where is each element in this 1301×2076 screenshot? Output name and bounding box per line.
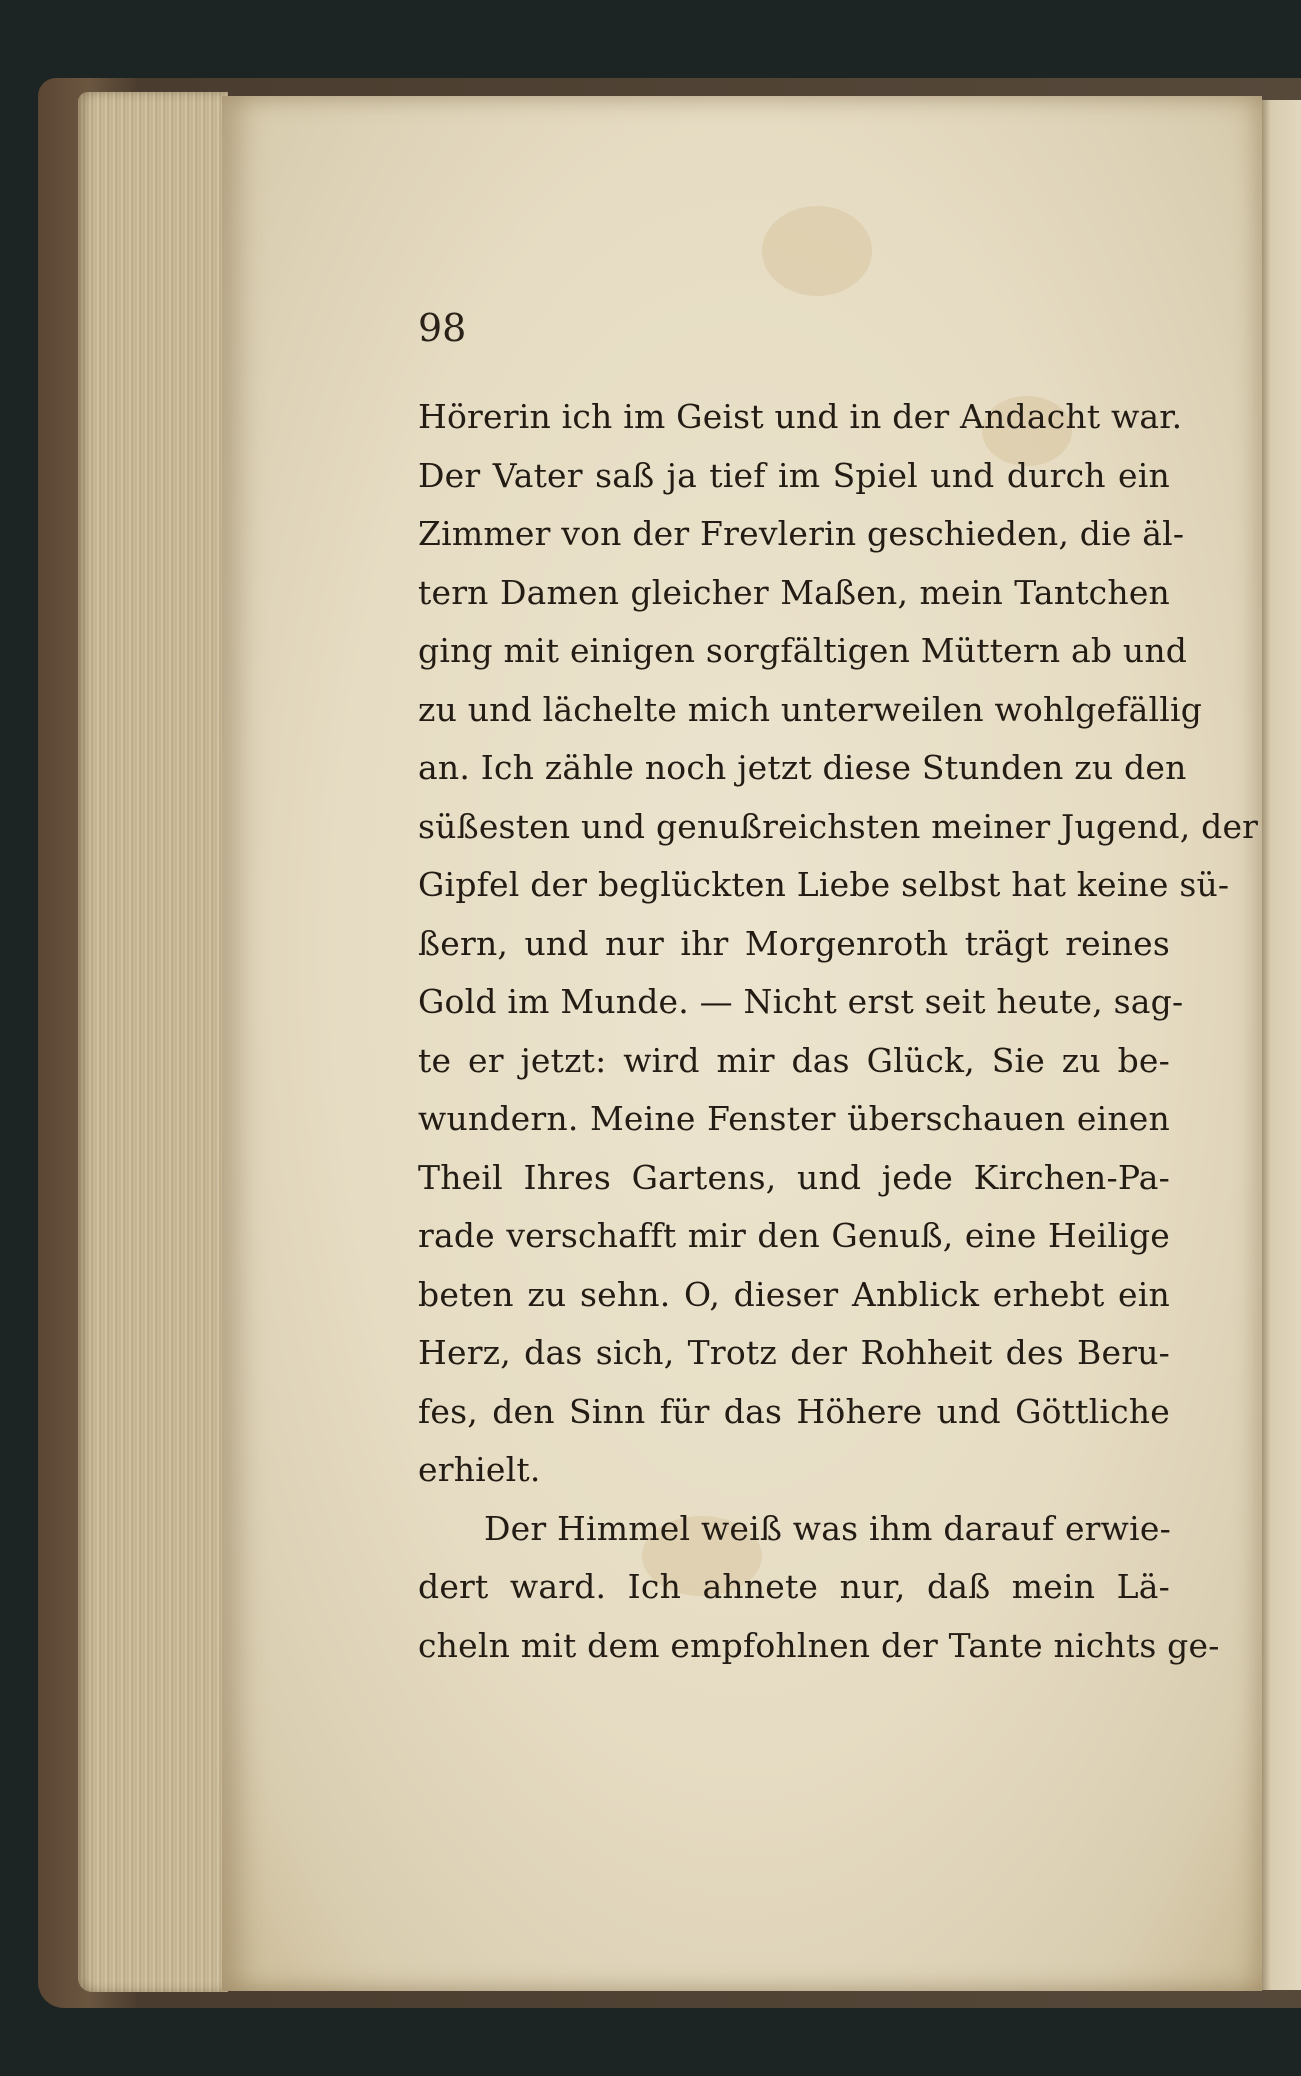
text-line: Theil Ihres Gartens, und jede Kirchen-Pa- [418,1157,1170,1197]
text-line: dert ward. Ich ahnete nur, daß mein Lä- [418,1567,1170,1606]
text-line: te er jetzt: wird mir das Glück, Sie zu be- [418,1040,1170,1080]
text-line: ßern, und nur ihr Morgenroth trägt reines [418,923,1170,963]
text-line: Der Himmel weiß was ihm darauf erwie- [484,1508,1171,1548]
page-stain [762,206,872,296]
text-line: Zimmer von der Frevlerin geschieden, die äl- [418,514,1185,553]
text-line: rade verschafft mir den Genuß, eine Heilige [418,1216,1170,1255]
text-line: an. Ich zähle noch jetzt diese Stunden zu den [418,748,1187,787]
text-line: Herz, das sich, Trotz der Rohheit des Beru- [418,1333,1170,1372]
text-line: Gipfel der beglückten Liebe selbst hat keine sü- [418,865,1230,904]
text-line: erhielt. [418,1450,541,1489]
facing-page-edge [1258,100,1301,1990]
text-line: cheln mit dem empfohlnen der Tante nichts ge- [418,1625,1220,1665]
page-block-edge [78,92,228,1992]
text-line: beten zu sehn. O, dieser Anblick erhebt ein [418,1274,1170,1314]
text-line: Der Vater saß ja tief im Spiel und durch ein [418,455,1170,495]
text-line: ging mit einigen sorgfältigen Müttern ab und [418,631,1188,670]
text-line: Gold im Munde. — Nicht erst seit heute, sag- [418,982,1184,1021]
text-line: tern Damen gleicher Maßen, mein Tantchen [418,572,1170,612]
text-line: süßesten und genußreichsten meiner Jugend, der [418,806,1259,846]
text-line: wundern. Meine Fenster überschauen einen [418,1099,1170,1138]
text-line: zu und lächelte mich unterweilen wohlgefällig [418,689,1203,729]
page-text [418,388,1259,1675]
text-line: Hörerin ich im Geist und in der Andacht war. [418,397,1183,436]
text-line: fes, den Sinn für das Höhere und Göttliche [418,1391,1170,1431]
page-number: 98 [418,306,467,350]
